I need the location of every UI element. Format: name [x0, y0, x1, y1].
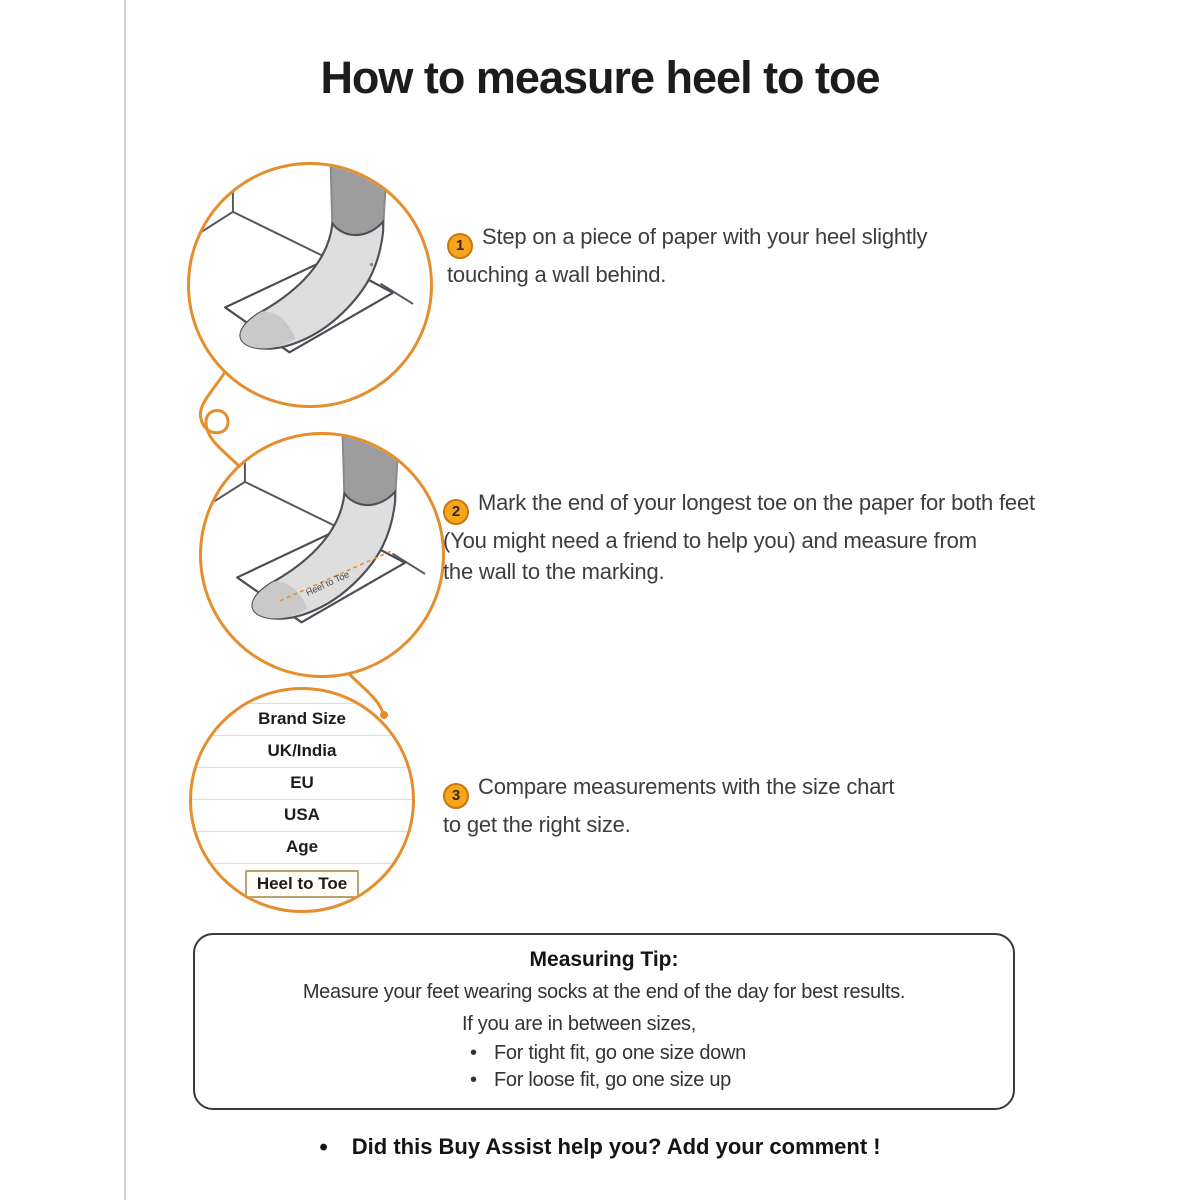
- step-1-text: Step on a piece of paper with your heel slightly: [482, 224, 928, 249]
- size-chart-row-label: Brand Size: [258, 709, 346, 728]
- measuring-tip-line: Measure your feet wearing socks at the end of the day for best results.: [302, 981, 906, 1003]
- step-2-text: Mark the end of your longest toe on the paper for both feet: [478, 490, 1035, 515]
- illustration-step2-circle: [199, 432, 445, 678]
- size-chart-row-label: EU: [290, 773, 314, 792]
- bottom-note: [0, 1134, 1200, 1162]
- size-chart-row: [192, 799, 412, 831]
- step-3-line: [443, 771, 894, 809]
- step-1: [447, 221, 927, 290]
- bottom-note-text: Did this Buy Assist help you? Add your comment !: [351, 1134, 881, 1159]
- bullet-dot-icon: [319, 1134, 327, 1162]
- measuring-tip-box: [193, 933, 1015, 1110]
- measuring-tip-title: Measuring Tip:: [529, 948, 679, 971]
- step-2-number-badge: 2: [443, 499, 469, 525]
- step-1-number-badge: 1: [447, 233, 473, 259]
- step-3-text: Compare measurements with the size chart: [478, 774, 895, 799]
- size-chart-row: [192, 831, 412, 863]
- size-chart-row-label: USA: [284, 805, 320, 824]
- step-2-line: [443, 487, 1035, 525]
- measure-label: Heel to Toe: [304, 569, 351, 598]
- foot-on-paper-illustration: [190, 165, 430, 405]
- measuring-tip-bullet: • For tight fit, go one size down: [462, 1040, 746, 1067]
- measuring-tip-between-sizes: If you are in between sizes,: [462, 1013, 696, 1035]
- step-1-line: [447, 221, 927, 259]
- step-2-line: (You might need a friend to help you) and measure from: [443, 527, 977, 553]
- size-chart-circle: [189, 687, 415, 913]
- left-divider: [124, 0, 126, 1200]
- heel-to-toe-box: Heel to Toe: [245, 870, 359, 898]
- foot-measure-illustration: [202, 435, 442, 675]
- ankle-mark: [370, 263, 374, 267]
- step-3-number-badge: 3: [443, 783, 469, 809]
- step-3-line: to get the right size.: [443, 811, 631, 837]
- step-2-line: the wall to the marking.: [443, 558, 665, 584]
- size-chart-row-label: Age: [285, 837, 319, 856]
- measuring-tip-sub-block: [462, 1011, 746, 1094]
- size-chart-row: [192, 767, 412, 799]
- step-2: [443, 487, 1035, 587]
- step-3: [443, 771, 894, 840]
- measuring-tip-bullet: • For loose fit, go one size up: [462, 1067, 746, 1094]
- step-1-line: touching a wall behind.: [447, 261, 667, 287]
- size-chart-row: [192, 703, 412, 735]
- size-chart-row-label: UK/India: [267, 741, 337, 760]
- size-chart-rows: [192, 703, 412, 904]
- page-title: How to measure heel to toe: [320, 52, 880, 103]
- size-chart-highlight-row: [192, 863, 412, 904]
- size-chart-row: [192, 735, 412, 767]
- illustration-step1-circle: [187, 162, 433, 408]
